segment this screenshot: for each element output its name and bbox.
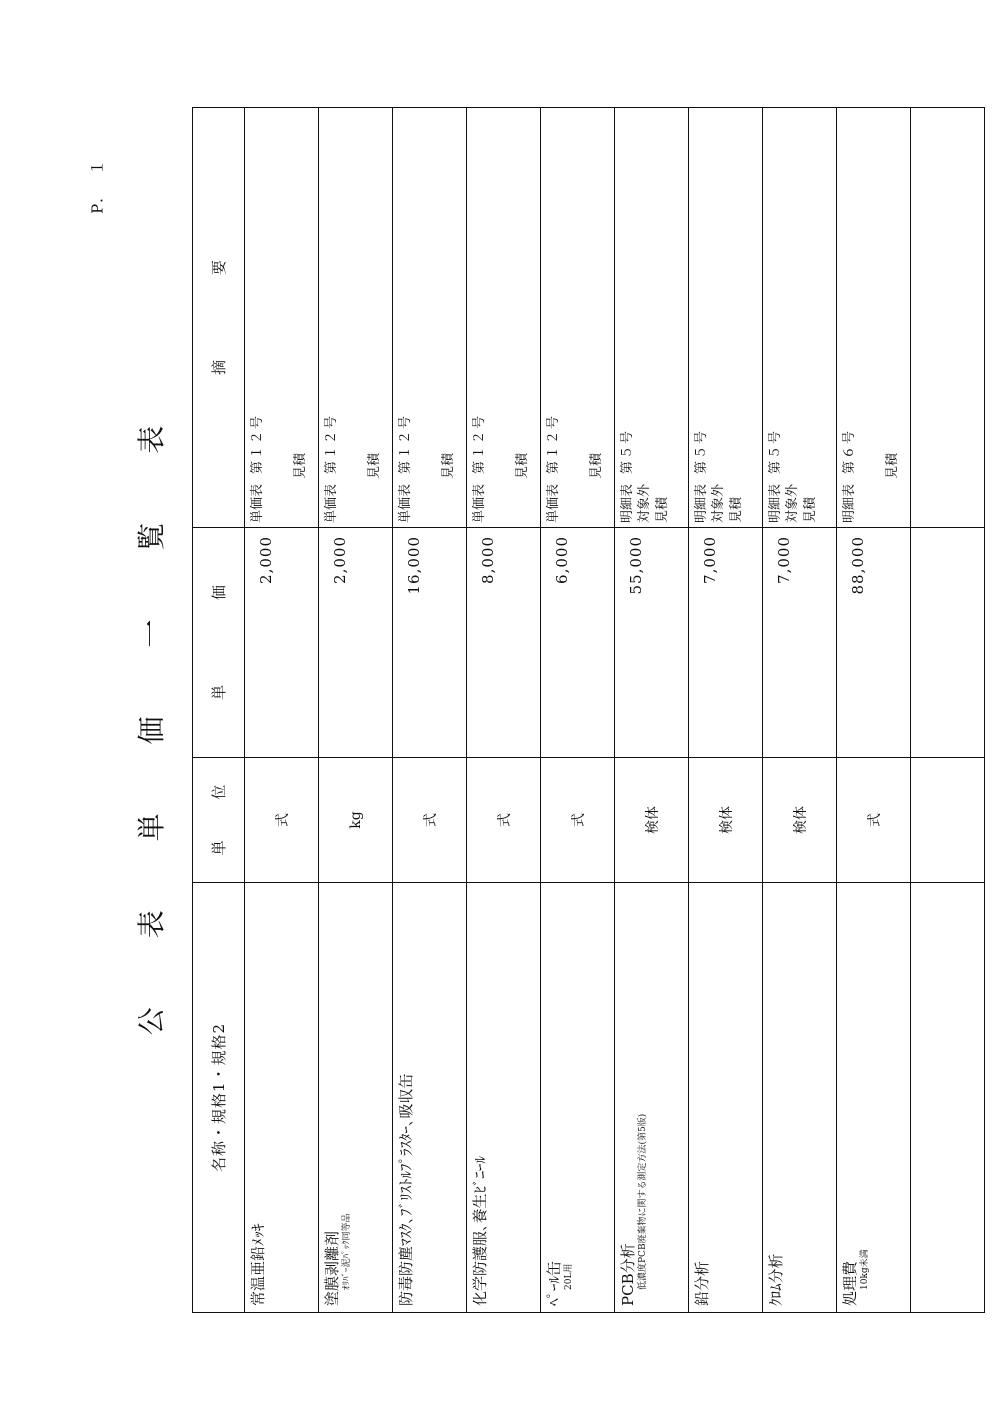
- header-note: 摘 要: [193, 108, 245, 528]
- note-kind: 明細表: [842, 483, 857, 523]
- price-value: 2,000: [331, 536, 349, 584]
- unit-cell: [911, 758, 985, 883]
- note-number: 第５号: [620, 428, 635, 474]
- unit-cell: [763, 758, 837, 883]
- note-cell: [541, 108, 615, 528]
- item-name-cell: [911, 883, 985, 1313]
- price-value: 6,000: [553, 536, 571, 584]
- unit-value: 式: [866, 813, 883, 827]
- unit-value: kg: [347, 811, 364, 829]
- note-reference: [468, 414, 487, 523]
- page-number-text: P. １: [88, 156, 107, 214]
- unit-value: 検体: [644, 806, 661, 834]
- price-value: 7,000: [701, 536, 719, 584]
- price-cell: [319, 528, 393, 758]
- item-name: ｸﾛﾑ分析: [767, 1253, 785, 1306]
- note-cell: [763, 108, 837, 528]
- note-reference: [246, 414, 265, 523]
- note-reference: [838, 429, 857, 523]
- unit-cell: [467, 758, 541, 883]
- note-cell: [245, 108, 319, 528]
- note-extra: 対象外: [637, 483, 652, 523]
- price-cell: [689, 528, 763, 758]
- note-estimate: 見積: [729, 496, 744, 523]
- note-estimate: 見積: [655, 496, 670, 523]
- note-reference: [320, 414, 339, 523]
- unit-value: 式: [496, 813, 513, 827]
- note-kind: 単価表: [324, 483, 339, 523]
- note-estimate: 見積: [589, 452, 604, 479]
- table-row: [245, 108, 319, 1313]
- note-kind: 単価表: [546, 483, 561, 523]
- note-cell: [319, 108, 393, 528]
- note-cell: [911, 108, 985, 528]
- note-kind: 明細表: [620, 483, 635, 523]
- price-value: 7,000: [775, 536, 793, 584]
- note-number: 第１２号: [324, 413, 339, 474]
- unit-cell: [245, 758, 319, 883]
- note-estimate: 見積: [515, 452, 530, 479]
- price-list-sheet: [107, 108, 900, 1313]
- unit-value: 式: [570, 813, 587, 827]
- note-cell: [837, 108, 911, 528]
- item-name: 鉛分析: [693, 1260, 711, 1306]
- price-value: 16,000: [405, 536, 423, 595]
- table-body: [245, 108, 985, 1313]
- price-cell: [911, 528, 985, 758]
- note-kind: 単価表: [472, 483, 487, 523]
- price-table: [192, 107, 985, 1313]
- note-estimate: 見積: [367, 452, 382, 479]
- unit-cell: [541, 758, 615, 883]
- item-spec: 低濃度PCB廃棄物に関する測定方法(第5版): [638, 1113, 648, 1290]
- price-cell: [393, 528, 467, 758]
- price-cell: [763, 528, 837, 758]
- unit-cell: [689, 758, 763, 883]
- note-cell: [393, 108, 467, 528]
- price-value: 2,000: [257, 536, 275, 584]
- header-price: 単 価: [193, 528, 245, 758]
- table-row: [319, 108, 393, 1313]
- header-name: 名称・規格1・規格2: [193, 883, 245, 1313]
- note-cell: [467, 108, 541, 528]
- unit-cell: [837, 758, 911, 883]
- note-kind: 単価表: [398, 483, 413, 523]
- note-number: 第５号: [694, 428, 709, 474]
- note-estimate: 見積: [441, 452, 456, 479]
- item-name-cell: [393, 883, 467, 1313]
- item-spec: ｵﾘﾊﾞｰ泥ﾊﾟｯｸ同等品: [342, 1213, 352, 1290]
- table-row: [541, 108, 615, 1313]
- item-name: 処理費: [841, 1260, 859, 1306]
- note-cell: [689, 108, 763, 528]
- note-estimate: 見積: [803, 496, 818, 523]
- table-row: [689, 108, 763, 1313]
- unit-value: 式: [274, 813, 291, 827]
- note-kind: 明細表: [768, 483, 783, 523]
- unit-value: 検体: [718, 806, 735, 834]
- price-cell: [837, 528, 911, 758]
- unit-value: 検体: [792, 806, 809, 834]
- table-row: [911, 108, 985, 1313]
- unit-cell: [615, 758, 689, 883]
- note-number: 第６号: [842, 428, 857, 474]
- note-number: 第１２号: [546, 413, 561, 474]
- note-extra: 対象外: [785, 483, 800, 523]
- item-name-cell: [541, 883, 615, 1313]
- item-name: ﾍﾟｰﾙ缶: [545, 1260, 563, 1306]
- item-name: 常温亜鉛ﾒｯｷ: [249, 1223, 267, 1306]
- note-reference: [394, 414, 413, 523]
- price-cell: [245, 528, 319, 758]
- note-kind: 明細表: [694, 483, 709, 523]
- title-band: [107, 108, 193, 1313]
- price-value: 8,000: [479, 536, 497, 584]
- item-name: 塗膜剥離剤: [323, 1230, 341, 1306]
- note-reference: [542, 414, 561, 523]
- note-estimate: 見積: [885, 452, 900, 479]
- item-name: 化学防護服､養生ﾋﾞﾆｰﾙ: [471, 1155, 489, 1306]
- note-number: 第１２号: [472, 413, 487, 474]
- price-cell: [541, 528, 615, 758]
- note-extra: 対象外: [711, 483, 726, 523]
- document-title: 公 表 単 価 一 覧 表: [134, 395, 168, 1036]
- item-name-cell: [689, 883, 763, 1313]
- price-value: 88,000: [849, 536, 867, 595]
- table-row: [837, 108, 911, 1313]
- price-cell: [615, 528, 689, 758]
- note-number: 第１２号: [250, 413, 265, 474]
- item-name: PCB分析: [619, 1243, 637, 1306]
- table-row: [393, 108, 467, 1313]
- note-reference: [912, 513, 927, 523]
- note-number: 第５号: [768, 428, 783, 474]
- note-kind: 単価表: [250, 483, 265, 523]
- item-name-cell: [245, 883, 319, 1313]
- item-name-cell: [319, 883, 393, 1313]
- header-unit: 単 位: [193, 758, 245, 883]
- unit-cell: [319, 758, 393, 883]
- item-name-cell: [467, 883, 541, 1313]
- table-row: [763, 108, 837, 1313]
- price-cell: [467, 528, 541, 758]
- table-row: [615, 108, 689, 1313]
- item-name-cell: [763, 883, 837, 1313]
- item-name-cell: [615, 883, 689, 1313]
- item-name-cell: [837, 883, 911, 1313]
- note-estimate: 見積: [293, 452, 308, 479]
- table-header-row: [193, 108, 245, 1313]
- table-row: [467, 108, 541, 1313]
- item-name: 防毒防塵ﾏｽｸ､ﾌﾞﾘｽﾄﾙﾌﾟﾗｽﾀｰ､吸収缶: [397, 1073, 415, 1306]
- item-spec: 10kg未満: [860, 1249, 870, 1290]
- unit-value: 式: [422, 813, 439, 827]
- item-spec: 20L用: [564, 1263, 574, 1290]
- unit-cell: [393, 758, 467, 883]
- note-cell: [615, 108, 689, 528]
- note-number: 第１２号: [398, 413, 413, 474]
- price-value: 55,000: [627, 536, 645, 595]
